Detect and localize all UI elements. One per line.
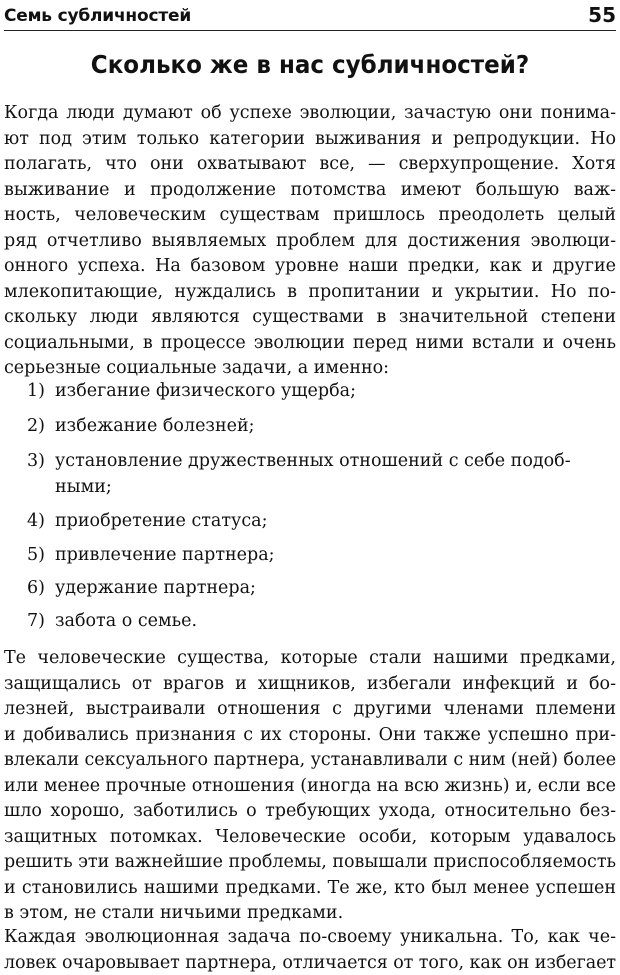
text-line: или менее прочные отношения (иногда на всю жизнь) и, если все [4, 775, 616, 796]
list-item-text: избежание болезней; [55, 416, 255, 436]
section-heading: Сколько же в нас субличностей? [90, 50, 530, 79]
list-item [27, 509, 617, 535]
paragraph-1 [4, 101, 616, 382]
text-line: млекопитающие, нуждались в пропитании и укрытии. Но по- [4, 281, 616, 302]
text-line: ряд отчетливо выявляемых проблем для достижения эволюци- [4, 230, 616, 251]
list-item-text: забота о семье. [55, 611, 198, 631]
text-line: ют под этим только категории выживания и репродукции. Но [4, 128, 616, 149]
list-item-number: 3) [27, 451, 45, 471]
list-item [27, 543, 617, 569]
running-head [4, 4, 616, 31]
text-line: и становились нашими предками. Те же, кто был менее успешен [4, 877, 616, 898]
text-line: ловек очаровывает партнера, отличается от того, как он избегает [4, 952, 616, 973]
text-line: в этом, не стали ничьими предками. [4, 903, 344, 923]
paragraph-2 [4, 646, 616, 927]
list-item [27, 379, 617, 405]
list-item-text: удержание партнера; [55, 578, 256, 598]
text-line: Каждая эволюционная задача по-своему уникальна. То, как че- [4, 927, 616, 947]
text-line: защитных потомках. Человеческие особи, которым удавалось [4, 826, 616, 847]
list-item-number: 1) [27, 381, 45, 401]
list-item-number: 2) [27, 416, 45, 436]
text-line: социальными, в процессе эволюции перед ними встали и очень [4, 332, 616, 353]
text-line: шло хорошо, заботились о требующих ухода, относительно без- [4, 801, 616, 821]
text-line: скольку люди являются существами в значительной степени [4, 307, 616, 327]
list-item-text: приобретение статуса; [55, 511, 268, 531]
paragraph-3 [4, 925, 616, 975]
text-line: выживание и продолжение потомства имеют большую важ- [4, 179, 616, 200]
list-item [27, 576, 617, 602]
text-line: онного успеха. На базовом уровне наши предки, как и другие [4, 256, 616, 276]
list-item-text: избегание физического ущерба; [55, 381, 356, 401]
text-line: полагать, что они охватывают все, — сверхупрощение. Хотя [4, 154, 616, 174]
list-item-text: установление дружественных отношений с себе подоб- [55, 451, 571, 471]
text-line: Когда люди думают об успехе эволюции, зачастую они понима- [4, 103, 616, 123]
text-line: ность, человеческим существам пришлось преодолеть целый [4, 205, 616, 225]
running-head-title: Семь субличностей [4, 6, 192, 26]
list-item-number: 5) [27, 545, 45, 565]
text-line: Те человеческие существа, которые стали нашими предками, [4, 648, 616, 668]
list-item [27, 609, 617, 635]
list-item-number: 4) [27, 511, 45, 531]
page-number: 55 [588, 3, 616, 27]
text-line: защищались от врагов и хищников, избегали инфекций и бо- [4, 673, 616, 694]
text-line: влекали сексуального партнера, устанавливали с ним (ней) более [4, 750, 617, 770]
text-line: и добивались признания с их стороны. Они также успешно при- [4, 724, 616, 745]
list-item [27, 449, 617, 500]
text-line: лезней, выстраивали отношения с другими членами племени [4, 699, 616, 719]
list-item-text: привлечение партнера; [55, 545, 275, 565]
list-item-continuation: ными; [55, 476, 112, 497]
text-line: серьезные социальные задачи, а именно: [4, 358, 390, 378]
list-item-number: 6) [27, 578, 45, 598]
list-item [27, 414, 617, 440]
text-line: решить эти важнейшие проблемы, повышали приспособляемость [4, 852, 616, 872]
list-item-number: 7) [27, 611, 45, 631]
